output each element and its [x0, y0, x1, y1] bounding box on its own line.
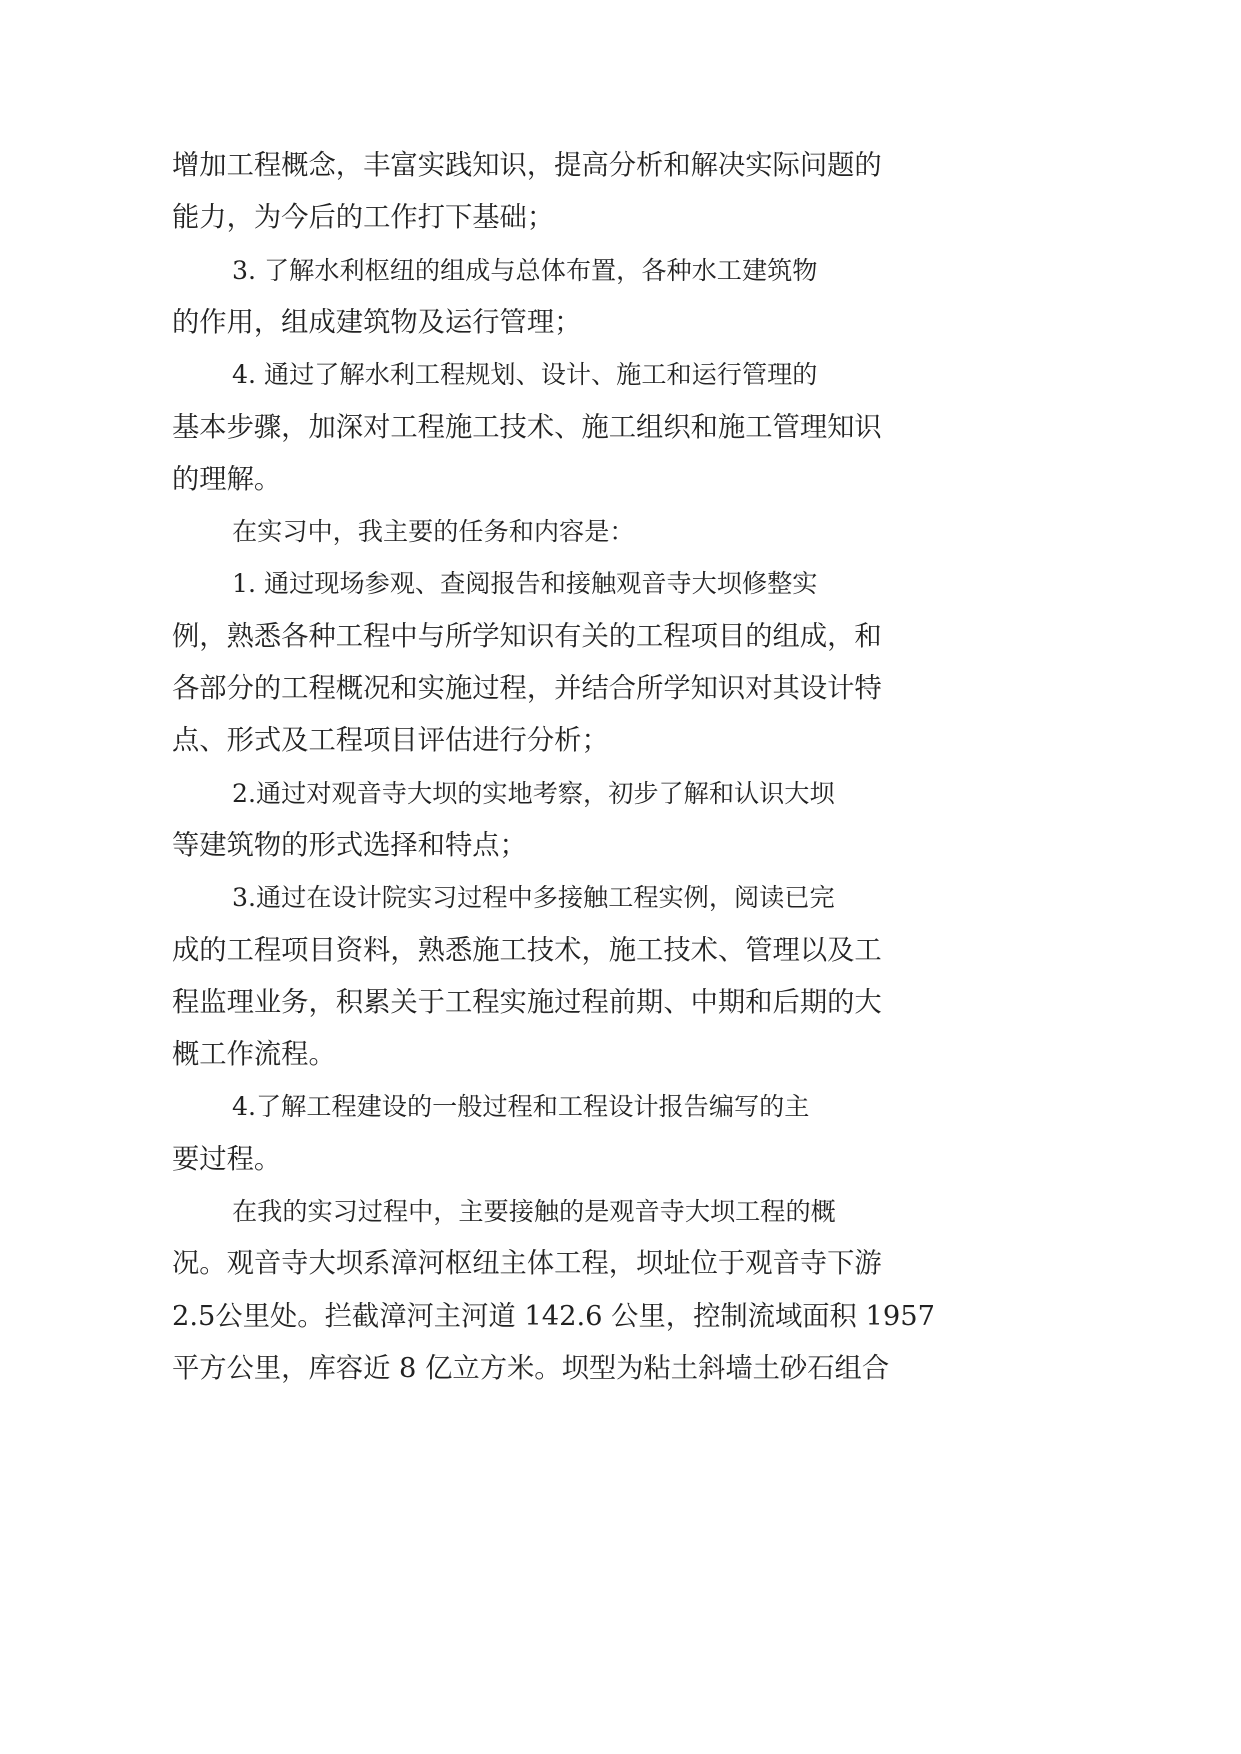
paragraph-first-line: 2.通过对观音寺大坝的实地考察，初步了解和认识大坝: [232, 778, 835, 808]
paragraph-line: 2.5公里处。拦截漳河主河道 142.6 公里，控制流域面积 1957: [172, 1300, 935, 1332]
paragraph-first-line: 1. 通过现场参观、查阅报告和接触观音寺大坝修整实: [232, 569, 818, 599]
paragraph-first-line: 4. 通过了解水利工程规划、设计、施工和运行管理的: [232, 360, 818, 390]
paragraph-first-line: 4.了解工程建设的一般过程和工程设计报告编写的主: [232, 1092, 810, 1122]
paragraph-line: 程监理业务，积累关于工程实施过程前期、中期和后期的大: [172, 986, 882, 1018]
paragraph-line: 的理解。: [172, 463, 282, 495]
paragraph-line: 能力，为今后的工作打下基础；: [172, 202, 555, 234]
paragraph-line: 成的工程项目资料，熟悉施工技术，施工技术、管理以及工: [172, 934, 882, 966]
paragraph-line: 况。观音寺大坝系漳河枢纽主体工程，坝址位于观音寺下游: [172, 1248, 882, 1280]
paragraph-line: 基本步骤，加深对工程施工技术、施工组织和施工管理知识: [172, 411, 882, 443]
paragraph-line: 各部分的工程概况和实施过程，并结合所学知识对其设计特: [172, 673, 882, 704]
paragraph-line: 要过程。: [172, 1143, 282, 1175]
paragraph-first-line: 在我的实习过程中，主要接触的是观音寺大坝工程的概: [232, 1197, 836, 1226]
paragraph-line: 例，熟悉各种工程中与所学知识有关的工程项目的组成，和: [172, 620, 882, 652]
paragraph-first-line: 3. 了解水利枢纽的组成与总体布置，各种水工建筑物: [232, 255, 818, 285]
paragraph-line: 的作用，组成建筑物及运行管理；: [172, 306, 582, 338]
paragraph-first-line: 3.通过在设计院实习过程中多接触工程实例，阅读已完: [232, 883, 835, 913]
paragraph-line: 点、形式及工程项目评估进行分析；: [172, 725, 609, 757]
paragraph-line: 等建筑物的形式选择和特点；: [172, 829, 527, 861]
paragraph-line: 平方公里，库容近 8 亿立方米。坝型为粘土斜墙土砂石组合: [172, 1352, 890, 1384]
paragraph-first-line: 在实习中，我主要的任务和内容是：: [232, 517, 635, 547]
paragraph-line: 概工作流程。: [172, 1039, 336, 1071]
paragraph-line: 增加工程概念，丰富实践知识，提高分析和解决实际问题的: [172, 150, 882, 181]
